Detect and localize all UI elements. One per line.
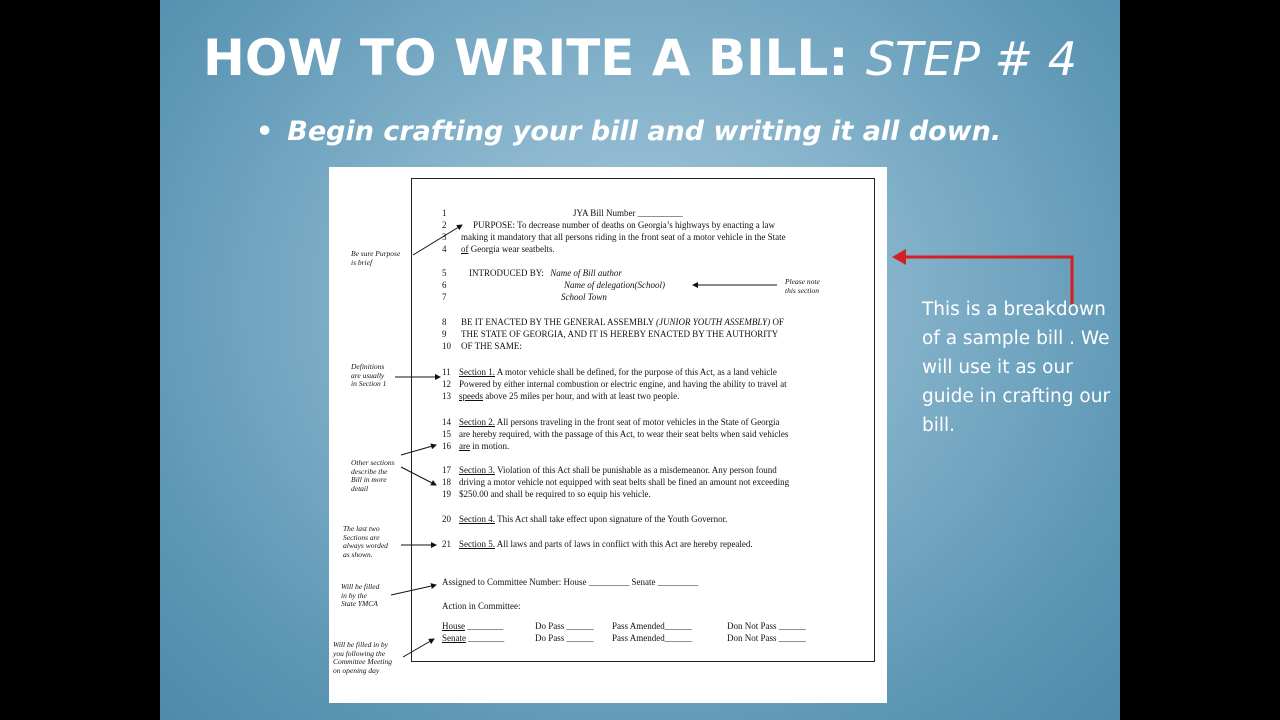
breakdown-note: This is a breakdown of a sample bill . We will use it as our guide in crafting our bill. [922,299,1111,436]
bill-line-18: 18 driving a motor vehicle not equipped with seat belts shall be fined an amount not exceeding [442,477,790,487]
bill-line-1: 1 JYA Bill Number __________ [442,208,683,218]
note-other-sections: Other sections describe the Bill in more detail [351,458,395,493]
note-committee: Will be filled in by you following the Committee Meeting on opening day [333,640,392,675]
senate-label: Senate ________ [442,633,505,643]
bill-line-13: 13 speeds above 25 miles per hour, and with at least two people. [442,391,680,401]
note-purpose: Be sure Purpose is brief [351,249,401,267]
bullet-dot-icon: • [256,116,274,147]
bill-line-12: 12 Powered by either internal combustion or electric engine, and having the ability to travel at [442,379,787,389]
house-label: House ________ [442,621,504,631]
senate-do-not-pass: Don Not Pass ______ [727,633,806,643]
action-in-committee: Action in Committee: [442,601,521,611]
bullet-item [256,112,1001,152]
bullet-text: Begin crafting your bill and writing it all down. [287,116,1002,147]
bill-line-7: 7 School Town [442,292,607,302]
bill-line-21: 21 Section 5. All laws and parts of laws in conflict with this Act are hereby repealed. [442,539,753,549]
slide [160,0,1120,720]
senate-pass-amended: Pass Amended______ [612,633,692,643]
title-bold: HOW TO WRITE A BILL: [203,29,849,87]
bill-line-19: 19 $250.00 and shall be required to so equip his vehicle. [442,489,651,499]
title-step: STEP # 4 [865,32,1077,86]
bill-line-6: 6 Name of delegation(School) [442,280,665,290]
note-please-note: Please note this section [785,277,820,295]
bill-line-17: 17 Section 3. Violation of this Act shall be punishable as a misdemeanor. Any person found [442,465,777,475]
assigned-committee-line: Assigned to Committee Number: House _________ Senate _________ [442,577,699,587]
house-do-pass: Do Pass ______ [535,621,594,631]
bill-line-20: 20 Section 4. This Act shall take effect upon signature of the Youth Governor. [442,514,728,524]
bill-line-8: 8 BE IT ENACTED BY THE GENERAL ASSEMBLY (JUNIOR YOUTH ASSEMBLY) OF [442,317,784,327]
bill-line-5: 5 INTRODUCED BY: Name of Bill author [442,268,622,278]
senate-do-pass: Do Pass ______ [535,633,594,643]
bill-line-3: 3 making it mandatory that all persons riding in the front seat of a motor vehicle in the State [442,232,786,242]
house-pass-amended: Pass Amended______ [612,621,692,631]
house-do-not-pass: Don Not Pass ______ [727,621,806,631]
note-ymca: Will be filled in by the State YMCA [341,582,380,608]
bill-line-4: 4 of Georgia wear seatbelts. [442,244,555,254]
slide-title [160,28,1120,89]
note-definitions: Definitions are usually in Section 1 [351,362,387,388]
sample-bill-document [329,167,887,703]
bill-line-2: 2 PURPOSE: To decrease number of deaths on Georgia’s highways by enacting a law [442,220,775,230]
note-last-two: The last two Sections are always worded as shown. [343,524,388,559]
bill-line-9: 9 THE STATE OF GEORGIA, AND IT IS HEREBY ENACTED BY THE AUTHORITY [442,329,779,339]
bill-line-11: 11 Section 1. A motor vehicle shall be defined, for the purpose of this Act, as a land vehicle [442,367,777,377]
bill-line-15: 15 are hereby required, with the passage of this Act, to wear their seat belts when said vehicles [442,429,789,439]
bill-line-10: 10 OF THE SAME: [442,341,522,351]
bill-line-14: 14 Section 2. All persons traveling in the front seat of motor vehicles in the State of Georgia [442,417,780,427]
bill-line-16: 16 are in motion. [442,441,510,451]
